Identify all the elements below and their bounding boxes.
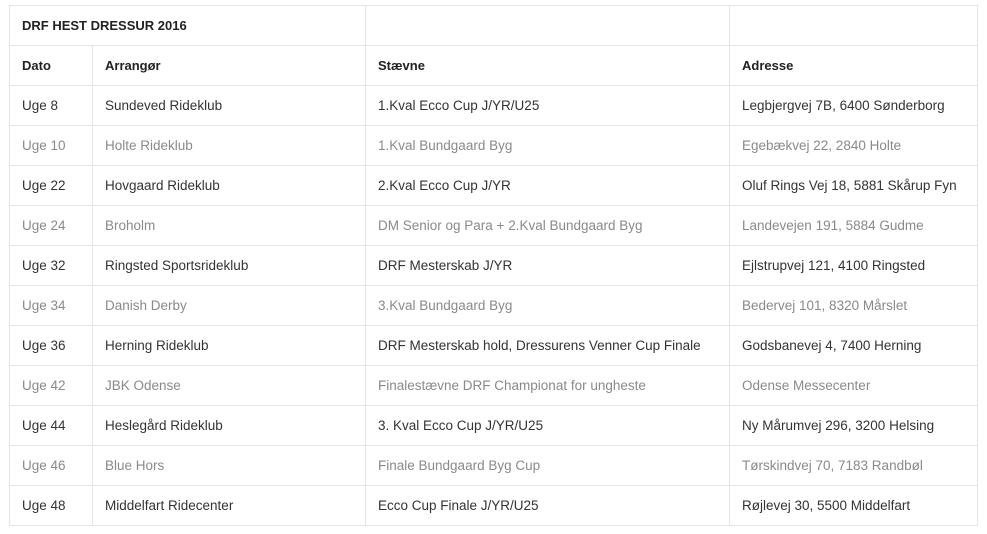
table-row <box>10 166 978 206</box>
cell-event: 1.Kval Bundgaard Byg <box>366 126 730 166</box>
table-row <box>10 446 978 486</box>
cell-organizer: Hovgaard Rideklub <box>93 166 366 206</box>
cell-date: Uge 36 <box>10 326 93 366</box>
cell-date: Uge 32 <box>10 246 93 286</box>
table-row <box>10 246 978 286</box>
cell-event: DM Senior og Para + 2.Kval Bundgaard Byg <box>366 206 730 246</box>
header-address: Adresse <box>730 46 978 86</box>
events-table-container <box>9 5 978 526</box>
cell-event: 1.Kval Ecco Cup J/YR/U25 <box>366 86 730 126</box>
cell-address: Ejlstrupvej 121, 4100 Ringsted <box>730 246 978 286</box>
header-date: Dato <box>10 46 93 86</box>
cell-organizer: Sundeved Rideklub <box>93 86 366 126</box>
cell-date: Uge 44 <box>10 406 93 446</box>
table-row <box>10 326 978 366</box>
cell-organizer: Blue Hors <box>93 446 366 486</box>
cell-date: Uge 42 <box>10 366 93 406</box>
cell-address: Oluf Rings Vej 18, 5881 Skårup Fyn <box>730 166 978 206</box>
cell-date: Uge 46 <box>10 446 93 486</box>
table-row <box>10 366 978 406</box>
cell-address: Bedervej 101, 8320 Mårslet <box>730 286 978 326</box>
cell-organizer: Danish Derby <box>93 286 366 326</box>
cell-organizer: Herning Rideklub <box>93 326 366 366</box>
table-row <box>10 206 978 246</box>
cell-address: Ny Mårumvej 296, 3200 Helsing <box>730 406 978 446</box>
header-event: Stævne <box>366 46 730 86</box>
cell-event: 3.Kval Bundgaard Byg <box>366 286 730 326</box>
cell-event: 2.Kval Ecco Cup J/YR <box>366 166 730 206</box>
cell-event: Finale Bundgaard Byg Cup <box>366 446 730 486</box>
cell-date: Uge 22 <box>10 166 93 206</box>
table-row <box>10 286 978 326</box>
cell-address: Egebækvej 22, 2840 Holte <box>730 126 978 166</box>
header-organizer: Arrangør <box>93 46 366 86</box>
cell-address: Landevejen 191, 5884 Gudme <box>730 206 978 246</box>
table-row <box>10 486 978 526</box>
cell-organizer: JBK Odense <box>93 366 366 406</box>
cell-date: Uge 34 <box>10 286 93 326</box>
table-row <box>10 406 978 446</box>
title-row-empty-cell <box>366 6 730 46</box>
title-row-empty-cell <box>730 6 978 46</box>
cell-address: Tørskindvej 70, 7183 Randbøl <box>730 446 978 486</box>
cell-event: Ecco Cup Finale J/YR/U25 <box>366 486 730 526</box>
cell-address: Godsbanevej 4, 7400 Herning <box>730 326 978 366</box>
table-row <box>10 86 978 126</box>
cell-event: 3. Kval Ecco Cup J/YR/U25 <box>366 406 730 446</box>
cell-address: Odense Messecenter <box>730 366 978 406</box>
table-title-row <box>10 6 978 46</box>
table-title: DRF HEST DRESSUR 2016 <box>10 6 366 46</box>
cell-date: Uge 8 <box>10 86 93 126</box>
cell-organizer: Broholm <box>93 206 366 246</box>
events-table <box>9 5 978 526</box>
cell-organizer: Middelfart Ridecenter <box>93 486 366 526</box>
cell-organizer: Heslegård Rideklub <box>93 406 366 446</box>
cell-organizer: Ringsted Sportsrideklub <box>93 246 366 286</box>
cell-event: Finalestævne DRF Championat for ungheste <box>366 366 730 406</box>
cell-organizer: Holte Rideklub <box>93 126 366 166</box>
cell-date: Uge 24 <box>10 206 93 246</box>
table-row <box>10 126 978 166</box>
cell-event: DRF Mesterskab J/YR <box>366 246 730 286</box>
cell-address: Røjlevej 30, 5500 Middelfart <box>730 486 978 526</box>
cell-date: Uge 10 <box>10 126 93 166</box>
table-header-row <box>10 46 978 86</box>
cell-event: DRF Mesterskab hold, Dressurens Venner Cup Finale <box>366 326 730 366</box>
cell-date: Uge 48 <box>10 486 93 526</box>
cell-address: Legbjergvej 7B, 6400 Sønderborg <box>730 86 978 126</box>
